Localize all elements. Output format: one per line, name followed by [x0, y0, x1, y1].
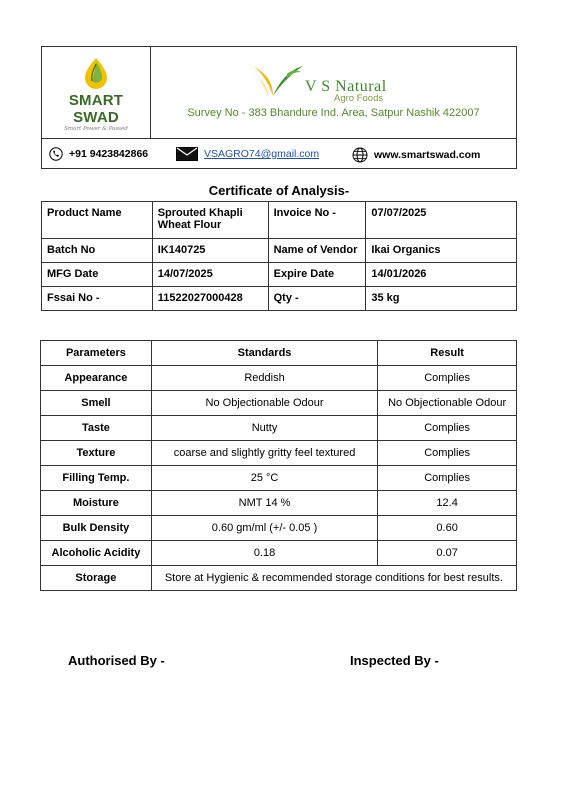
storage-label: Storage	[41, 566, 152, 591]
vs-natural-logo-icon	[243, 60, 305, 102]
table-row	[41, 416, 517, 441]
table-row	[42, 202, 517, 239]
company-subtitle: Agro Foods	[334, 93, 384, 104]
batch-value: IK140725	[152, 239, 268, 263]
analysis-table	[40, 340, 517, 591]
leaf-drop-icon	[81, 56, 111, 90]
result-cell: Complies	[378, 466, 517, 491]
brand-name: SMART SWAD	[68, 92, 124, 126]
standard-cell: 0.60 gm/ml (+/- 0.05 )	[151, 516, 377, 541]
website-url[interactable]: www.smartswad.com	[374, 149, 481, 161]
phone-icon	[49, 147, 63, 161]
expire-date-value: 14/01/2026	[366, 263, 517, 287]
result-cell: Complies	[378, 441, 517, 466]
standard-cell: coarse and slightly gritty feel textured	[151, 441, 377, 466]
phone-number: +91 9423842866	[69, 148, 149, 160]
table-row	[41, 516, 517, 541]
standard-cell: NMT 14 %	[151, 491, 377, 516]
product-info-table	[41, 201, 517, 311]
table-row	[41, 391, 517, 416]
envelope-icon	[176, 147, 198, 161]
table-row	[42, 287, 517, 311]
table-row	[41, 491, 517, 516]
storage-value: Store at Hygienic & recommended storage conditions for best results.	[151, 566, 516, 591]
mfg-date-label: MFG Date	[42, 263, 153, 287]
brand-tagline: Smart Power & Passed	[64, 126, 128, 132]
result-cell: 0.60	[378, 516, 517, 541]
standard-cell: 25 °C	[151, 466, 377, 491]
fssai-label: Fssai No -	[42, 287, 153, 311]
company-name: V S Natural	[305, 78, 387, 95]
invoice-value: 07/07/2025	[366, 202, 517, 239]
standard-cell: No Objectionable Odour	[151, 391, 377, 416]
table-row	[41, 441, 517, 466]
table-row	[42, 239, 517, 263]
expire-date-label: Expire Date	[268, 263, 366, 287]
result-cell: No Objectionable Odour	[378, 391, 517, 416]
smart-swad-logo	[44, 56, 148, 132]
table-row	[41, 366, 517, 391]
batch-label: Batch No	[42, 239, 153, 263]
email-contact	[176, 147, 319, 161]
table-row	[41, 541, 517, 566]
result-cell: 12.4	[378, 491, 517, 516]
parameter-cell: Bulk Density	[41, 516, 152, 541]
column-header: Result	[378, 341, 517, 366]
standard-cell: Reddish	[151, 366, 377, 391]
vendor-value: Ikai Organics	[366, 239, 517, 263]
parameter-cell: Appearance	[41, 366, 152, 391]
qty-label: Qty -	[268, 287, 366, 311]
qty-value: 35 kg	[366, 287, 517, 311]
parameter-cell: Taste	[41, 416, 152, 441]
company-address: Survey No - 383 Bhandure Ind. Area, Satpur Nashik 422007	[187, 107, 480, 119]
contact-divider	[41, 138, 517, 139]
letterhead-divider	[150, 46, 151, 138]
table-row	[42, 263, 517, 287]
parameter-cell: Filling Temp.	[41, 466, 152, 491]
standard-cell: 0.18	[151, 541, 377, 566]
certificate-title: Certificate of Analysis-	[208, 183, 350, 198]
fssai-value: 11522027000428	[152, 287, 268, 311]
standard-cell: Nutty	[151, 416, 377, 441]
parameter-cell: Smell	[41, 391, 152, 416]
parameter-cell: Alcoholic Acidity	[41, 541, 152, 566]
globe-icon	[352, 147, 368, 163]
parameter-cell: Moisture	[41, 491, 152, 516]
email-link[interactable]: VSAGRO74@gmail.com	[204, 148, 320, 160]
invoice-label: Invoice No -	[268, 202, 366, 239]
result-cell: 0.07	[378, 541, 517, 566]
authorised-by: Authorised By -	[68, 653, 165, 668]
column-header: Parameters	[41, 341, 152, 366]
phone-contact	[49, 147, 148, 161]
result-cell: Complies	[378, 366, 517, 391]
inspected-by: Inspected By -	[350, 653, 439, 668]
table-header-row	[41, 341, 517, 366]
website-contact	[352, 147, 480, 163]
mfg-date-value: 14/07/2025	[152, 263, 268, 287]
column-header: Standards	[151, 341, 377, 366]
product-name-label: Product Name	[42, 202, 153, 239]
parameter-cell: Texture	[41, 441, 152, 466]
vendor-label: Name of Vendor	[268, 239, 366, 263]
table-row	[41, 566, 517, 591]
product-name-value: Sprouted Khapli Wheat Flour	[152, 202, 268, 239]
result-cell: Complies	[378, 416, 517, 441]
table-row	[41, 466, 517, 491]
